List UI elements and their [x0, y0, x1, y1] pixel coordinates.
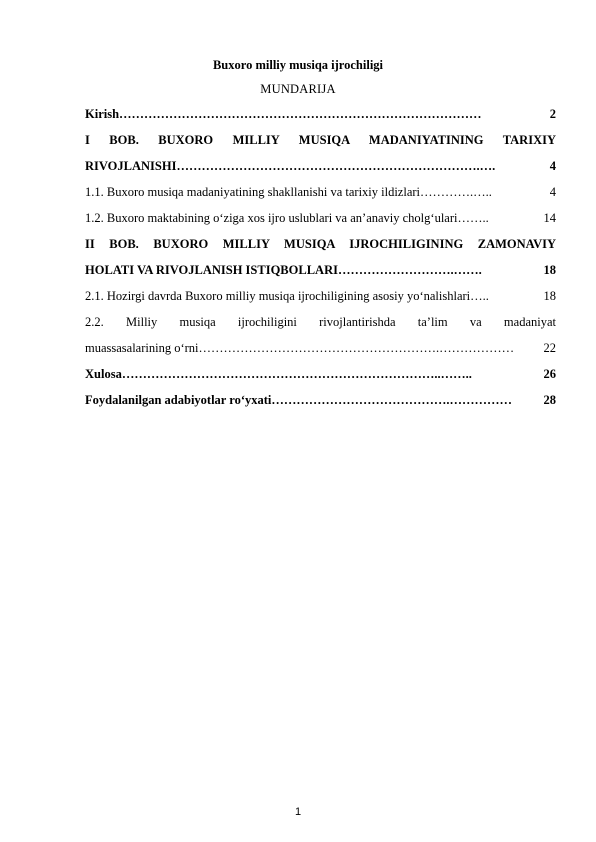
toc-entry-chapter-2-line-1[interactable]: II BOB. BUXORO MILLIY MUSIQA IJROCHILIGINING ZAMONAVIY	[85, 237, 556, 251]
toc-entry-chapter-1-line-1[interactable]: I BOB. BUXORO MILLIY MUSIQA MADANIYATINING TARIXIY	[85, 133, 556, 147]
toc-entry-xulosa[interactable]: Xulosa …………………………………………………………………..…….. 26	[85, 367, 556, 381]
toc-heading: MUNDARIJA	[260, 82, 336, 96]
document-title: Buxoro milliy musiqa ijrochiligi	[212, 58, 384, 72]
toc-entry-kirish[interactable]: Kirish …………………………………………………………………………… 2	[85, 107, 556, 121]
toc-entry-1-1[interactable]: 1.1. Buxoro musiqa madaniyatining shakllanishi va tarixiy ildizlari ………….….. 4	[85, 185, 556, 199]
page-number: 1	[294, 806, 302, 818]
toc-entry-adabiyotlar[interactable]: Foydalanilgan adabiyotlar ro‘yxati …………………………………….…………… 28	[85, 393, 556, 407]
toc-entry-2-2-line-1[interactable]: 2.2. Milliy musiqa ijrochiligini rivojlantirishda ta’lim va madaniyat	[85, 315, 556, 329]
toc-entry-chapter-1-line-2[interactable]: RIVOJLANISHI ……………………………………………………………….…. 4	[85, 159, 556, 173]
table-of-contents	[85, 101, 556, 413]
toc-entry-2-2-line-2[interactable]: muassasalarining o‘rni ………………………………………………….……………… 22	[85, 341, 556, 355]
toc-entry-chapter-2-line-2[interactable]: HOLATI VA RIVOJLANISH ISTIQBOLLARI ……………………….……. 18	[85, 263, 556, 277]
toc-entry-2-1[interactable]: 2.1. Hozirgi davrda Buxoro milliy musiqa ijrochiligining asosiy yo‘nalishlari ….. 18	[85, 289, 556, 303]
toc-entry-1-2[interactable]: 1.2. Buxoro maktabining o‘ziga xos ijro uslublari va an’anaviy cholg‘ulari …….. 14	[85, 211, 556, 225]
